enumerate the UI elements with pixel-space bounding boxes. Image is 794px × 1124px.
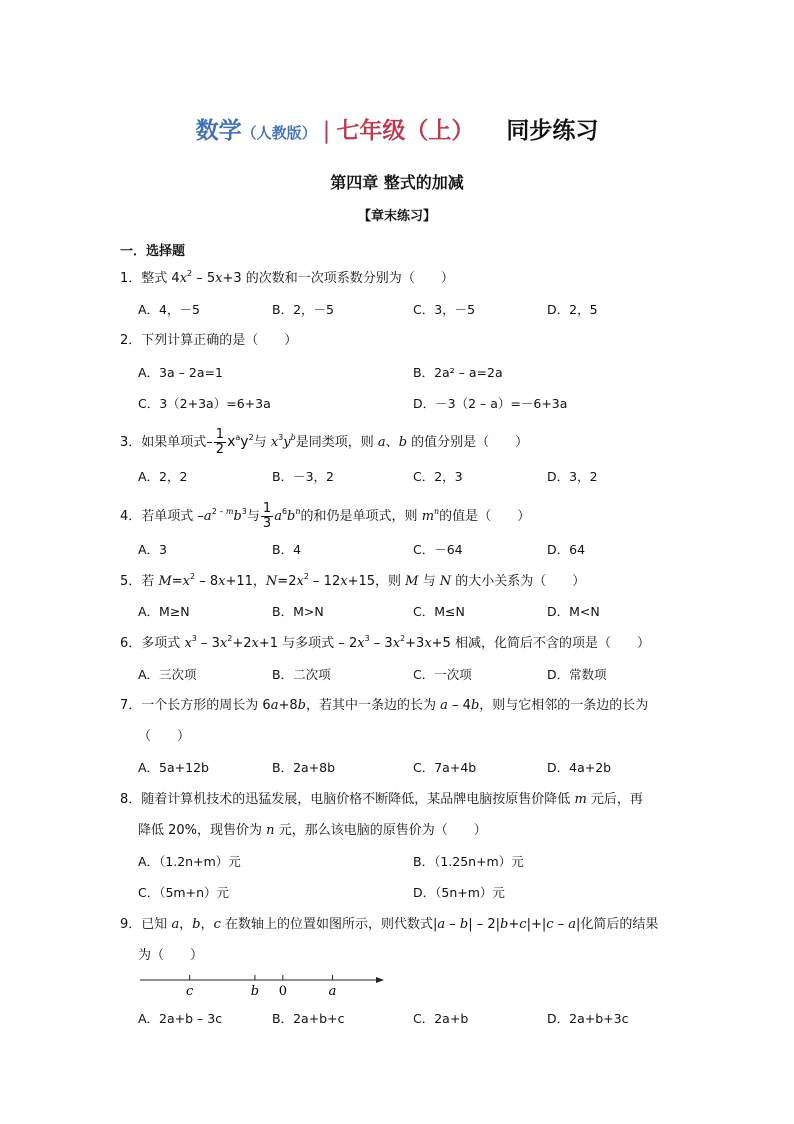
- q1-option-a[interactable]: A．4，－5: [138, 302, 200, 317]
- question-5: 5．若 $M=x^2 - 8x+11$，$N=2x^2 - 12x+15$，则 M 与 N 的大小关系为（ ）: [120, 572, 586, 589]
- page-header: [0, 112, 794, 145]
- number-line-label: a: [328, 984, 337, 999]
- header-grade: 七年级: [336, 118, 406, 144]
- q5-option-b[interactable]: B．M>N: [272, 604, 324, 619]
- q2-option-c[interactable]: C．3（2+3a）=6+3a: [138, 396, 271, 411]
- header-subject: 数学: [195, 118, 242, 144]
- q4-option-a[interactable]: A．3: [138, 542, 168, 557]
- question-2: 2．下列计算正确的是（ ）: [120, 333, 298, 348]
- q7-option-d[interactable]: D．4a+2b: [547, 760, 612, 775]
- q2-option-d[interactable]: D．－3（2 – a）=－6+3a: [413, 396, 568, 411]
- question-7-blank: （ ）: [138, 729, 191, 744]
- q5-option-d[interactable]: D．M<N: [547, 604, 600, 619]
- q9-option-d[interactable]: D．2a+b+3c: [547, 1011, 629, 1026]
- q8-option-d[interactable]: D．（5n+m）元: [413, 885, 505, 900]
- q6-option-b[interactable]: B．二次项: [272, 667, 331, 682]
- q3-option-d[interactable]: D．3，2: [547, 469, 598, 484]
- fraction-one-third: $\frac{1}{3}$: [262, 501, 272, 531]
- q1-option-c[interactable]: C．3，－5: [413, 302, 476, 317]
- q3-option-c[interactable]: C．2，3: [413, 469, 463, 484]
- chapter-title: 第四章 整式的加减: [330, 173, 464, 192]
- q3-option-a[interactable]: A．2，2: [138, 469, 188, 484]
- q7-option-b[interactable]: B．2a+8b: [272, 760, 336, 775]
- question-7: 7．一个长方形的周长为 6a+8b，若其中一条边的长为 a – 4b，则与它相邻的一条边的长为: [120, 698, 649, 713]
- number-line-label: b: [250, 984, 260, 999]
- question-8: 8．随着计算机技术的迅猛发展，电脑价格不断降低，某品牌电脑按原售价降低 m 元后，再: [120, 792, 643, 807]
- number-line-label: c: [186, 984, 194, 999]
- question-8-line-2: 降低 20%，现售价为 n 元，那么该电脑的原售价为（ ）: [138, 823, 487, 838]
- q8-option-b[interactable]: B．（1.25n+m）元: [413, 854, 524, 869]
- q3-option-b[interactable]: B．－3，2: [272, 469, 334, 484]
- q1-option-d[interactable]: D．2，5: [547, 302, 598, 317]
- question-4: 4．若单项式 $-a^{2 - m}b^3$与 $\frac{1}{3}$ $a^6b^n$的和仍是单项式，则 $m^n$的值是（ ）: [120, 501, 531, 531]
- header-separator: |: [322, 118, 331, 144]
- q6-option-a[interactable]: A．三次项: [138, 667, 197, 682]
- q6-option-d[interactable]: D．常数项: [547, 667, 607, 682]
- number-line: [138, 972, 388, 1000]
- q5-option-c[interactable]: C．M≤N: [413, 604, 465, 619]
- q7-option-c[interactable]: C．7a+4b: [413, 760, 477, 775]
- header-term: （上）: [405, 118, 475, 144]
- q5-option-a[interactable]: A．M≥N: [138, 604, 190, 619]
- q9-option-b[interactable]: B．2a+b+c: [272, 1011, 345, 1026]
- q9-option-c[interactable]: C．2a+b: [413, 1011, 469, 1026]
- question-3: 3．如果单项式– $\frac{1}{2}$ $x^ay^2$与 $x^3y^b$是同类项，则 a、b 的值分别是（ ）: [120, 427, 529, 457]
- header-edition: （人教版）: [241, 124, 317, 142]
- sub-title: 【章末练习】: [357, 209, 436, 224]
- q4-option-c[interactable]: C．－64: [413, 542, 463, 557]
- question-1: 1．整式 $4x^2 - 5x+3$ 的次数和一次项系数分别为（ ）: [120, 269, 454, 286]
- q9-option-a[interactable]: A．2a+b – 3c: [138, 1011, 223, 1026]
- q2-option-b[interactable]: B．2a² – a=2a: [413, 365, 503, 380]
- question-9: 9．已知 a，b，c 在数轴上的位置如图所示，则代数式|a – b| – 2|b+c|+|c – a|化简后的结果: [120, 917, 659, 932]
- q4-option-b[interactable]: B．4: [272, 542, 302, 557]
- q2-option-a[interactable]: A．3a – 2a=1: [138, 365, 223, 380]
- question-9-line-2: 为（ ）: [138, 948, 204, 963]
- q6-option-c[interactable]: C．一次项: [413, 667, 472, 682]
- section-title: 一．选择题: [120, 244, 186, 259]
- number-line-arrow: [376, 977, 384, 983]
- q8-option-a[interactable]: A．（1.2n+m）元: [138, 854, 241, 869]
- q7-option-a[interactable]: A．5a+12b: [138, 760, 209, 775]
- header-title: 同步练习: [506, 118, 599, 144]
- question-6: 6．多项式 $x^3 - 3x^2+2x+1$ 与多项式 – $2x^3 - 3x^2+3x+5$ 相减，化简后不含的项是（ ）: [120, 634, 650, 651]
- q8-option-c[interactable]: C．（5m+n）元: [138, 885, 230, 900]
- fraction-one-half: $\frac{1}{2}$: [215, 427, 225, 457]
- q4-option-d[interactable]: D．64: [547, 542, 586, 557]
- q1-option-b[interactable]: B．2，－5: [272, 302, 334, 317]
- number-line-label: 0: [278, 984, 287, 999]
